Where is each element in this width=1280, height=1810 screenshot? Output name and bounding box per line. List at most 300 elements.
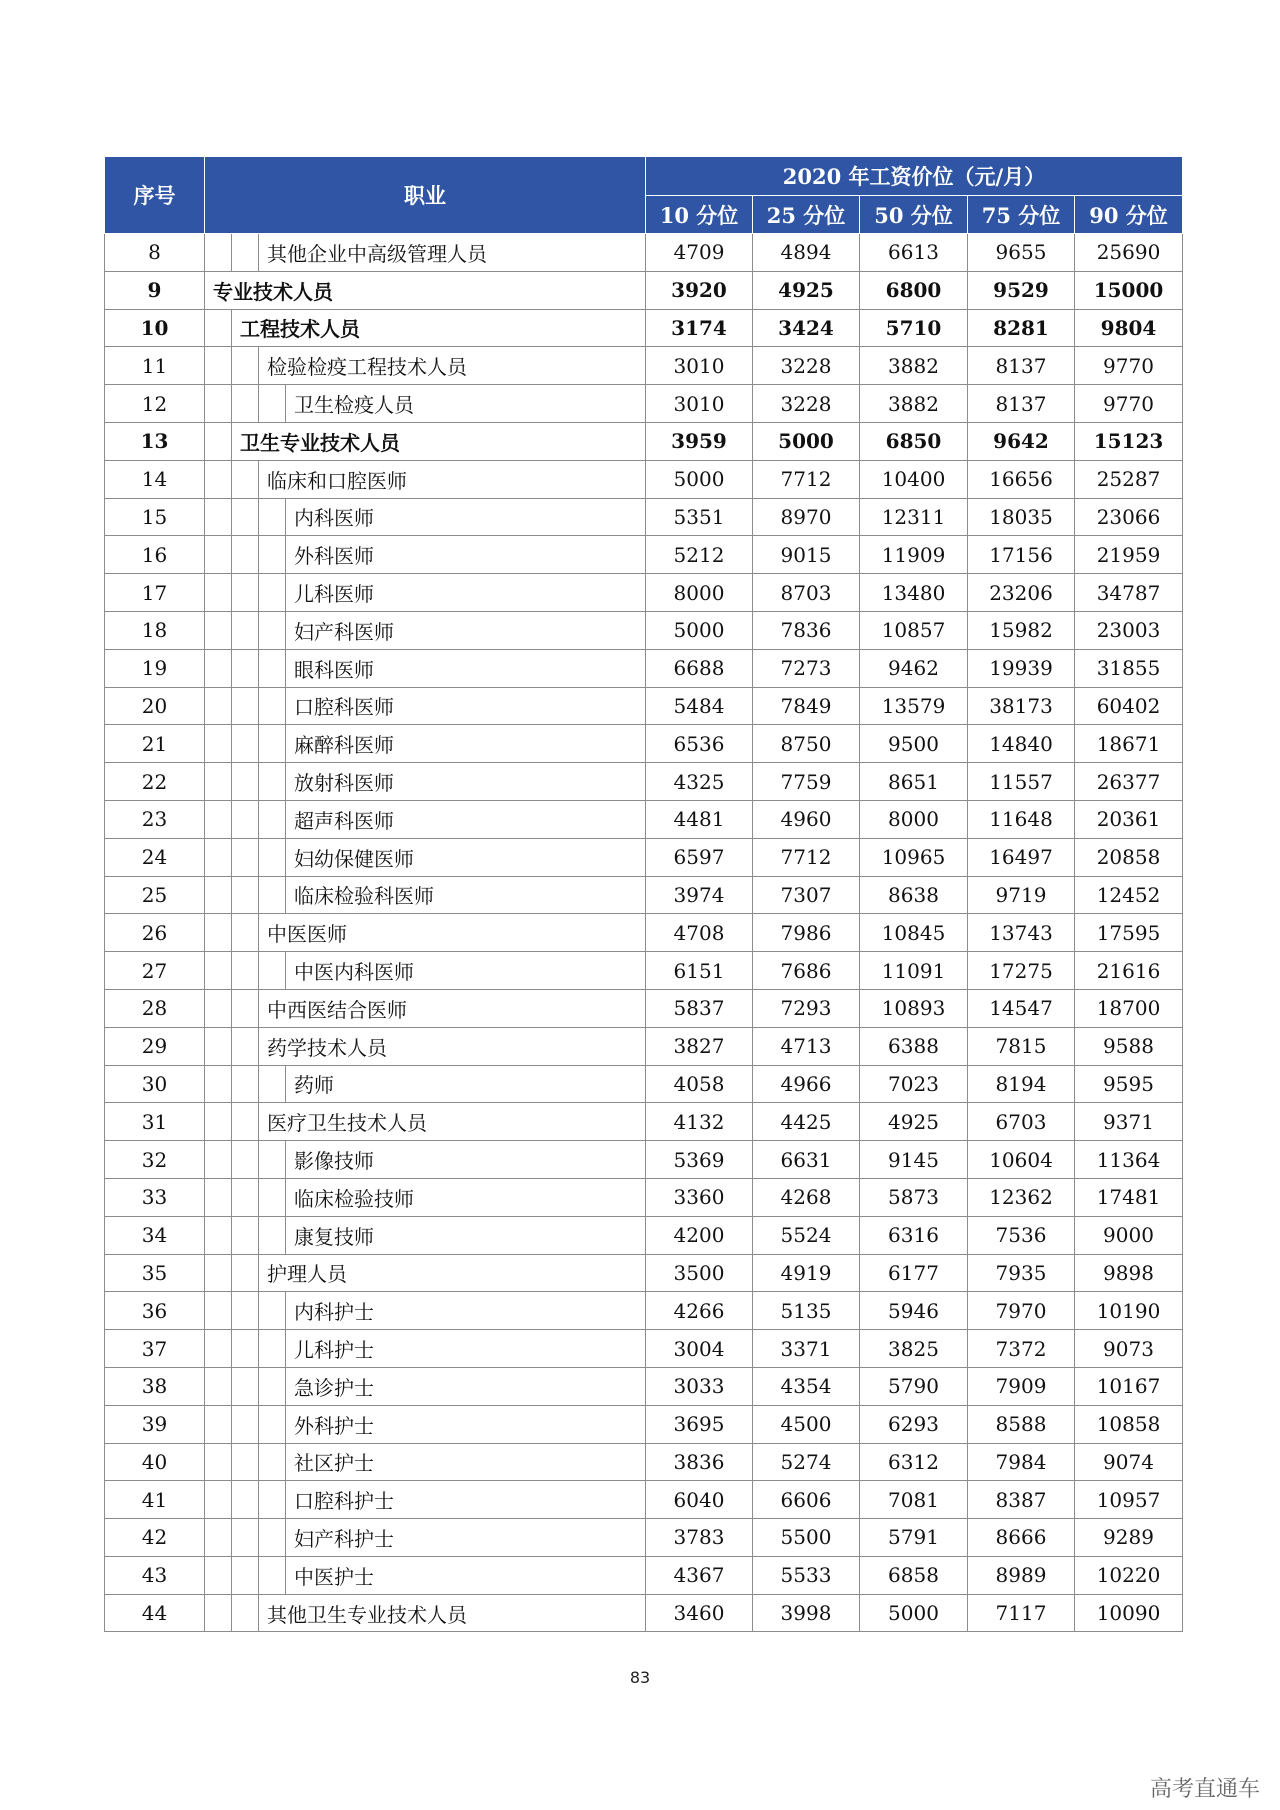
- row-seq: 14: [105, 460, 205, 498]
- table-row: [105, 1519, 1183, 1557]
- indent-cell: [205, 1481, 232, 1519]
- indent-cell: [232, 1141, 259, 1179]
- row-seq: 16: [105, 536, 205, 574]
- row-p25: 5135: [753, 1292, 860, 1330]
- row-p50: 6613: [860, 234, 968, 272]
- row-p10: 4058: [646, 1065, 753, 1103]
- row-p75: 7984: [968, 1443, 1075, 1481]
- row-p75: 18035: [968, 498, 1075, 536]
- row-p50: 5000: [860, 1594, 968, 1632]
- row-p50: 13480: [860, 574, 968, 612]
- row-p50: 3825: [860, 1330, 968, 1368]
- row-p25: 6606: [753, 1481, 860, 1519]
- indent-cell: [232, 1519, 259, 1557]
- indent-cell: [232, 763, 259, 801]
- indent-cell: [259, 687, 286, 725]
- row-p90: 9074: [1075, 1443, 1183, 1481]
- row-seq: 21: [105, 725, 205, 763]
- indent-cell: [232, 1178, 259, 1216]
- row-occupation: 中医医师: [259, 914, 646, 952]
- row-p10: 5000: [646, 460, 753, 498]
- indent-cell: [232, 1443, 259, 1481]
- row-p75: 16656: [968, 460, 1075, 498]
- row-p90: 9289: [1075, 1519, 1183, 1557]
- table-row: [105, 876, 1183, 914]
- indent-cell: [232, 460, 259, 498]
- row-occupation: 内科医师: [286, 498, 646, 536]
- row-seq: 37: [105, 1330, 205, 1368]
- row-p75: 7117: [968, 1594, 1075, 1632]
- indent-cell: [205, 1216, 232, 1254]
- row-p90: 18671: [1075, 725, 1183, 763]
- row-p90: 21959: [1075, 536, 1183, 574]
- indent-cell: [259, 536, 286, 574]
- header-p50: 50 分位: [860, 196, 968, 234]
- row-p10: 5212: [646, 536, 753, 574]
- indent-cell: [205, 347, 232, 385]
- indent-cell: [259, 800, 286, 838]
- row-occupation: 康复技师: [286, 1216, 646, 1254]
- row-p10: 3920: [646, 271, 753, 309]
- row-p90: 10167: [1075, 1367, 1183, 1405]
- row-p90: 10957: [1075, 1481, 1183, 1519]
- indent-cell: [232, 234, 259, 272]
- row-p10: 5484: [646, 687, 753, 725]
- row-p50: 6316: [860, 1216, 968, 1254]
- indent-cell: [232, 536, 259, 574]
- table-row: [105, 649, 1183, 687]
- indent-cell: [232, 914, 259, 952]
- row-seq: 10: [105, 309, 205, 347]
- row-p50: 10857: [860, 611, 968, 649]
- row-p75: 8281: [968, 309, 1075, 347]
- row-p75: 7935: [968, 1254, 1075, 1292]
- table-row: [105, 763, 1183, 801]
- row-occupation: 医疗卫生技术人员: [259, 1103, 646, 1141]
- row-p75: 7815: [968, 1027, 1075, 1065]
- row-p75: 38173: [968, 687, 1075, 725]
- row-seq: 40: [105, 1443, 205, 1481]
- row-p90: 25287: [1075, 460, 1183, 498]
- row-p50: 3882: [860, 347, 968, 385]
- row-p50: 5710: [860, 309, 968, 347]
- row-p25: 7712: [753, 838, 860, 876]
- indent-cell: [205, 422, 232, 460]
- table-row: [105, 1292, 1183, 1330]
- row-seq: 19: [105, 649, 205, 687]
- row-p50: 5873: [860, 1178, 968, 1216]
- row-p90: 17481: [1075, 1178, 1183, 1216]
- row-occupation: 妇产科医师: [286, 611, 646, 649]
- indent-cell: [259, 1178, 286, 1216]
- row-p25: 9015: [753, 536, 860, 574]
- indent-cell: [205, 763, 232, 801]
- row-p50: 7023: [860, 1065, 968, 1103]
- row-p10: 4708: [646, 914, 753, 952]
- row-p25: 8703: [753, 574, 860, 612]
- row-p75: 8588: [968, 1405, 1075, 1443]
- indent-cell: [232, 385, 259, 423]
- row-p10: 3360: [646, 1178, 753, 1216]
- row-p10: 4709: [646, 234, 753, 272]
- row-p90: 15123: [1075, 422, 1183, 460]
- row-p25: 4425: [753, 1103, 860, 1141]
- row-occupation: 卫生专业技术人员: [232, 422, 646, 460]
- table-body: [105, 234, 1183, 1632]
- row-p75: 17275: [968, 952, 1075, 990]
- indent-cell: [205, 1292, 232, 1330]
- row-p90: 34787: [1075, 574, 1183, 612]
- row-p25: 7293: [753, 989, 860, 1027]
- row-p50: 10893: [860, 989, 968, 1027]
- indent-cell: [232, 876, 259, 914]
- row-p25: 7849: [753, 687, 860, 725]
- indent-cell: [259, 1443, 286, 1481]
- indent-cell: [205, 536, 232, 574]
- indent-cell: [232, 1254, 259, 1292]
- row-p75: 9642: [968, 422, 1075, 460]
- indent-cell: [205, 1065, 232, 1103]
- row-seq: 38: [105, 1367, 205, 1405]
- indent-cell: [232, 1216, 259, 1254]
- indent-cell: [259, 1065, 286, 1103]
- row-p50: 5791: [860, 1519, 968, 1557]
- row-p90: 11364: [1075, 1141, 1183, 1179]
- table-row: [105, 952, 1183, 990]
- row-p90: 31855: [1075, 649, 1183, 687]
- indent-cell: [205, 1103, 232, 1141]
- indent-cell: [232, 498, 259, 536]
- row-p90: 9588: [1075, 1027, 1183, 1065]
- row-p90: 26377: [1075, 763, 1183, 801]
- row-occupation: 儿科医师: [286, 574, 646, 612]
- row-p75: 12362: [968, 1178, 1075, 1216]
- indent-cell: [259, 1292, 286, 1330]
- table-row: [105, 498, 1183, 536]
- row-p25: 4919: [753, 1254, 860, 1292]
- row-p75: 8989: [968, 1556, 1075, 1594]
- table-row: [105, 1216, 1183, 1254]
- table-row: [105, 574, 1183, 612]
- row-p50: 3882: [860, 385, 968, 423]
- indent-cell: [205, 838, 232, 876]
- table-row: [105, 1367, 1183, 1405]
- indent-cell: [205, 1027, 232, 1065]
- row-occupation: 其他企业中高级管理人员: [259, 234, 646, 272]
- row-p50: 9500: [860, 725, 968, 763]
- row-p10: 3010: [646, 347, 753, 385]
- indent-cell: [205, 800, 232, 838]
- indent-cell: [259, 1367, 286, 1405]
- indent-cell: [205, 876, 232, 914]
- row-seq: 20: [105, 687, 205, 725]
- row-seq: 26: [105, 914, 205, 952]
- header-p75: 75 分位: [968, 196, 1075, 234]
- indent-cell: [232, 1556, 259, 1594]
- row-seq: 34: [105, 1216, 205, 1254]
- header-occupation: 职业: [205, 157, 646, 234]
- row-p10: 6151: [646, 952, 753, 990]
- indent-cell: [205, 914, 232, 952]
- indent-cell: [259, 1216, 286, 1254]
- row-p90: 9371: [1075, 1103, 1183, 1141]
- row-seq: 42: [105, 1519, 205, 1557]
- row-p50: 10400: [860, 460, 968, 498]
- row-p75: 8137: [968, 347, 1075, 385]
- row-p25: 4354: [753, 1367, 860, 1405]
- indent-cell: [205, 1556, 232, 1594]
- table-row: [105, 1594, 1183, 1632]
- indent-cell: [259, 1481, 286, 1519]
- indent-cell: [232, 1481, 259, 1519]
- table-row: [105, 1254, 1183, 1292]
- table-row: [105, 460, 1183, 498]
- row-p90: 21616: [1075, 952, 1183, 990]
- indent-cell: [232, 800, 259, 838]
- row-seq: 41: [105, 1481, 205, 1519]
- table-row: [105, 1405, 1183, 1443]
- row-p25: 4268: [753, 1178, 860, 1216]
- indent-cell: [259, 611, 286, 649]
- row-seq: 43: [105, 1556, 205, 1594]
- table-row: [105, 800, 1183, 838]
- row-p25: 7273: [753, 649, 860, 687]
- row-p25: 3424: [753, 309, 860, 347]
- table-row: [105, 234, 1183, 272]
- row-p10: 5351: [646, 498, 753, 536]
- row-p10: 3827: [646, 1027, 753, 1065]
- row-p25: 7986: [753, 914, 860, 952]
- indent-cell: [205, 1254, 232, 1292]
- row-occupation: 眼科医师: [286, 649, 646, 687]
- indent-cell: [232, 1594, 259, 1632]
- row-p75: 8137: [968, 385, 1075, 423]
- row-p25: 3228: [753, 385, 860, 423]
- row-p25: 4713: [753, 1027, 860, 1065]
- row-p10: 3695: [646, 1405, 753, 1443]
- indent-cell: [232, 611, 259, 649]
- row-p90: 10220: [1075, 1556, 1183, 1594]
- table-row: [105, 271, 1183, 309]
- row-p90: 20361: [1075, 800, 1183, 838]
- row-p50: 8651: [860, 763, 968, 801]
- indent-cell: [205, 309, 232, 347]
- row-p90: 9770: [1075, 385, 1183, 423]
- row-occupation: 中医护士: [286, 1556, 646, 1594]
- row-p50: 10845: [860, 914, 968, 952]
- table-row: [105, 1141, 1183, 1179]
- row-seq: 8: [105, 234, 205, 272]
- indent-cell: [205, 1178, 232, 1216]
- row-p10: 3959: [646, 422, 753, 460]
- row-p10: 4132: [646, 1103, 753, 1141]
- row-p25: 7686: [753, 952, 860, 990]
- row-p25: 7836: [753, 611, 860, 649]
- row-seq: 15: [105, 498, 205, 536]
- indent-cell: [205, 1443, 232, 1481]
- row-seq: 27: [105, 952, 205, 990]
- row-p50: 8000: [860, 800, 968, 838]
- row-occupation: 临床检验技师: [286, 1178, 646, 1216]
- row-p50: 6858: [860, 1556, 968, 1594]
- row-p25: 7759: [753, 763, 860, 801]
- indent-cell: [232, 725, 259, 763]
- page-number: 83: [629, 1668, 651, 1687]
- row-p75: 17156: [968, 536, 1075, 574]
- row-p90: 12452: [1075, 876, 1183, 914]
- row-p10: 3500: [646, 1254, 753, 1292]
- table-row: [105, 422, 1183, 460]
- indent-cell: [232, 838, 259, 876]
- indent-cell: [205, 1594, 232, 1632]
- row-p10: 6536: [646, 725, 753, 763]
- table-row: [105, 1443, 1183, 1481]
- row-p90: 10858: [1075, 1405, 1183, 1443]
- indent-cell: [259, 1330, 286, 1368]
- table-row: [105, 1027, 1183, 1065]
- indent-cell: [205, 725, 232, 763]
- row-p75: 23206: [968, 574, 1075, 612]
- row-p75: 13743: [968, 914, 1075, 952]
- row-p10: 3033: [646, 1367, 753, 1405]
- table-row: [105, 1103, 1183, 1141]
- indent-cell: [259, 952, 286, 990]
- indent-cell: [259, 725, 286, 763]
- row-seq: 29: [105, 1027, 205, 1065]
- indent-cell: [205, 1367, 232, 1405]
- row-p75: 9655: [968, 234, 1075, 272]
- row-p25: 4894: [753, 234, 860, 272]
- table-row: [105, 725, 1183, 763]
- row-p90: 9898: [1075, 1254, 1183, 1292]
- row-p10: 4266: [646, 1292, 753, 1330]
- row-p75: 14840: [968, 725, 1075, 763]
- row-seq: 28: [105, 989, 205, 1027]
- row-p25: 5533: [753, 1556, 860, 1594]
- row-p50: 13579: [860, 687, 968, 725]
- row-p90: 20858: [1075, 838, 1183, 876]
- row-p50: 5946: [860, 1292, 968, 1330]
- row-p10: 5837: [646, 989, 753, 1027]
- row-p25: 4960: [753, 800, 860, 838]
- indent-cell: [259, 876, 286, 914]
- indent-cell: [259, 385, 286, 423]
- row-occupation: 外科医师: [286, 536, 646, 574]
- row-seq: 33: [105, 1178, 205, 1216]
- row-p50: 11909: [860, 536, 968, 574]
- row-p25: 6631: [753, 1141, 860, 1179]
- row-p75: 16497: [968, 838, 1075, 876]
- indent-cell: [232, 574, 259, 612]
- row-p10: 8000: [646, 574, 753, 612]
- row-p10: 5369: [646, 1141, 753, 1179]
- table-row: [105, 309, 1183, 347]
- row-p90: 10090: [1075, 1594, 1183, 1632]
- table-row: [105, 989, 1183, 1027]
- row-p75: 9529: [968, 271, 1075, 309]
- row-seq: 23: [105, 800, 205, 838]
- table-row: [105, 347, 1183, 385]
- row-p25: 4966: [753, 1065, 860, 1103]
- row-p10: 3174: [646, 309, 753, 347]
- row-seq: 39: [105, 1405, 205, 1443]
- header-p25: 25 分位: [753, 196, 860, 234]
- row-seq: 44: [105, 1594, 205, 1632]
- row-occupation: 专业技术人员: [205, 271, 646, 309]
- indent-cell: [232, 1292, 259, 1330]
- row-occupation: 超声科医师: [286, 800, 646, 838]
- row-occupation: 口腔科医师: [286, 687, 646, 725]
- table-row: [105, 914, 1183, 952]
- header-salary-group: 2020 年工资价位（元/月）: [646, 157, 1183, 196]
- row-p10: 3004: [646, 1330, 753, 1368]
- row-p50: 12311: [860, 498, 968, 536]
- row-p90: 15000: [1075, 271, 1183, 309]
- row-p90: 9804: [1075, 309, 1183, 347]
- indent-cell: [205, 460, 232, 498]
- indent-cell: [259, 649, 286, 687]
- indent-cell: [205, 1330, 232, 1368]
- row-p25: 7712: [753, 460, 860, 498]
- row-p10: 4200: [646, 1216, 753, 1254]
- row-p10: 3836: [646, 1443, 753, 1481]
- row-p75: 14547: [968, 989, 1075, 1027]
- row-occupation: 影像技师: [286, 1141, 646, 1179]
- row-p10: 4325: [646, 763, 753, 801]
- row-p50: 10965: [860, 838, 968, 876]
- indent-cell: [259, 1141, 286, 1179]
- table-row: [105, 1330, 1183, 1368]
- row-p50: 6177: [860, 1254, 968, 1292]
- row-seq: 17: [105, 574, 205, 612]
- row-p90: 10190: [1075, 1292, 1183, 1330]
- row-p50: 4925: [860, 1103, 968, 1141]
- row-p50: 6388: [860, 1027, 968, 1065]
- table-row: [105, 1481, 1183, 1519]
- row-p75: 11648: [968, 800, 1075, 838]
- indent-cell: [205, 498, 232, 536]
- table-row: [105, 1556, 1183, 1594]
- row-occupation: 社区护士: [286, 1443, 646, 1481]
- row-p50: 6312: [860, 1443, 968, 1481]
- row-p75: 8194: [968, 1065, 1075, 1103]
- row-seq: 13: [105, 422, 205, 460]
- indent-cell: [205, 952, 232, 990]
- row-p10: 4367: [646, 1556, 753, 1594]
- table-row: [105, 536, 1183, 574]
- indent-cell: [205, 649, 232, 687]
- row-occupation: 其他卫生专业技术人员: [259, 1594, 646, 1632]
- row-p10: 6040: [646, 1481, 753, 1519]
- row-p25: 7307: [753, 876, 860, 914]
- table-row: [105, 838, 1183, 876]
- indent-cell: [259, 1519, 286, 1557]
- row-seq: 36: [105, 1292, 205, 1330]
- row-seq: 35: [105, 1254, 205, 1292]
- row-seq: 9: [105, 271, 205, 309]
- row-occupation: 麻醉科医师: [286, 725, 646, 763]
- header-seq: 序号: [105, 157, 205, 234]
- row-seq: 22: [105, 763, 205, 801]
- row-occupation: 中西医结合医师: [259, 989, 646, 1027]
- row-occupation: 护理人员: [259, 1254, 646, 1292]
- row-seq: 30: [105, 1065, 205, 1103]
- row-p75: 7372: [968, 1330, 1075, 1368]
- indent-cell: [205, 574, 232, 612]
- row-p75: 9719: [968, 876, 1075, 914]
- indent-cell: [232, 649, 259, 687]
- indent-cell: [232, 1367, 259, 1405]
